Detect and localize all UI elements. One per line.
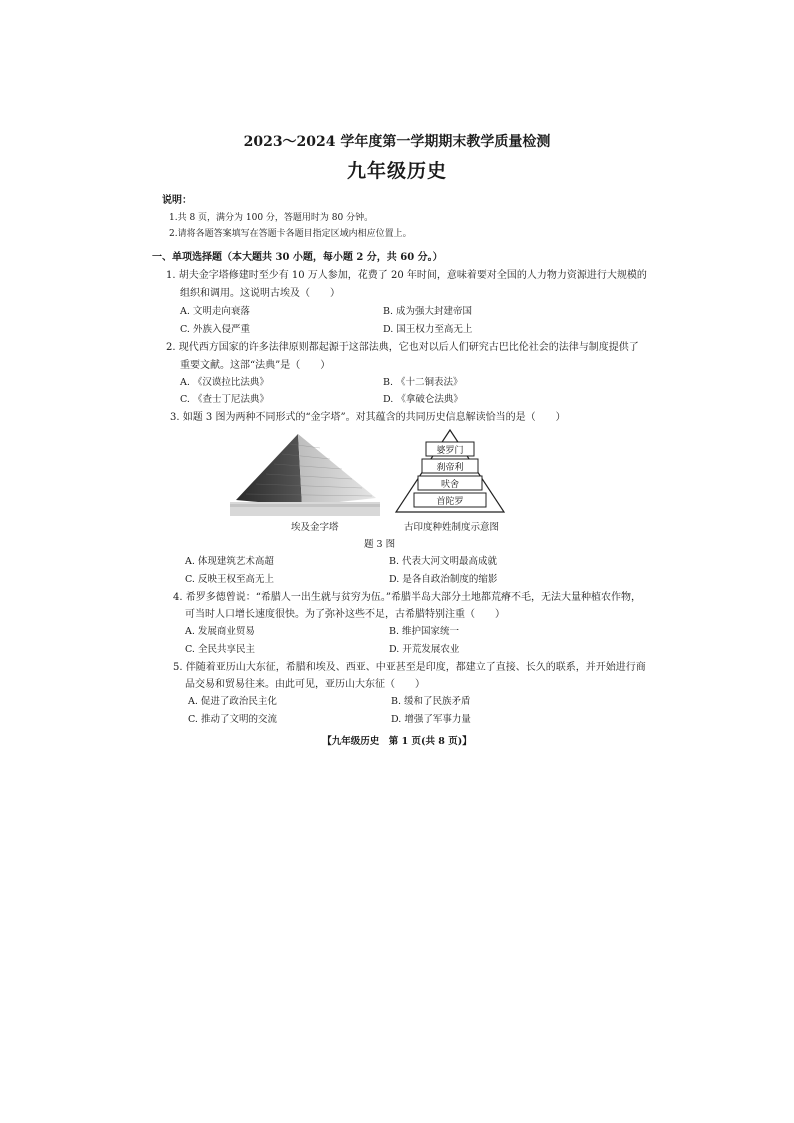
- option-a: A. 体现建筑艺术高超: [185, 556, 274, 567]
- exam-subject: 九年级历史: [346, 160, 447, 182]
- option-a: A. 《汉谟拉比法典》: [180, 377, 269, 388]
- note-item: 2.请将各题答案填写在答题卡各题目指定区域内相应位置上。: [169, 229, 412, 239]
- egyptian-pyramid-image: [230, 428, 380, 518]
- question-stem: 1. 胡夫金字塔修建时至少有 10 万人参加，花费了 20 年时间，意味着要对全国的人力物力资源进行大规模的: [166, 270, 647, 281]
- question-stem: 3. 如题 3 图为两种不同形式的“金字塔”。对其蕴含的共同历史信息解读恰当的是（ ）: [170, 412, 566, 423]
- option-b: B. 代表大河文明最高成就: [389, 556, 498, 567]
- figure-caption-left: 埃及金字塔: [291, 522, 339, 533]
- option-d: D. 增强了军事力量: [391, 714, 471, 725]
- option-c: C. 全民共享民主: [185, 644, 255, 655]
- exam-title: 2023～2024 学年度第一学期期末教学质量检测: [243, 134, 551, 150]
- option-a: A. 发展商业贸易: [185, 626, 255, 637]
- option-b: B. 《十二铜表法》: [383, 377, 463, 388]
- notes-heading: 说明：: [162, 195, 192, 206]
- page-footer: 【九年级历史 第 1 页(共 8 页)】: [322, 736, 472, 747]
- caste-label: 首陀罗: [436, 497, 464, 507]
- question-stem: 可当时人口增长速度很快。为了弥补这些不足，古希腊特别注重（ ）: [185, 609, 505, 620]
- option-c: C. 反映王权至高无上: [185, 574, 274, 585]
- option-b: B. 缓和了民族矛盾: [391, 696, 471, 707]
- option-d: D. 是各自政治制度的缩影: [389, 574, 498, 585]
- caste-label: 吠舍: [440, 480, 460, 490]
- question-stem: 5. 伴随着亚历山大东征，希腊和埃及、西亚、中亚甚至是印度，都建立了直接、长久的联系，并开始进行商: [173, 662, 646, 673]
- option-c: C. 推动了文明的交流: [188, 714, 277, 725]
- option-a: A. 促进了政治民主化: [188, 696, 277, 707]
- option-c: C. 《查士丁尼法典》: [180, 394, 269, 405]
- note-item: 1.共 8 页，满分为 100 分，答题用时为 80 分钟。: [169, 213, 374, 223]
- option-d: D. 《拿破仑法典》: [383, 394, 463, 405]
- caste-label: 刹帝利: [436, 463, 464, 473]
- figure-caption: 题 3 图: [364, 539, 396, 550]
- option-d: D. 国王权力至高无上: [383, 324, 473, 335]
- caste-label: 婆罗门: [436, 446, 464, 456]
- option-b: B. 维护国家统一: [389, 626, 460, 637]
- section-title: 一、单项选择题（本大题共 30 小题，每小题 2 分，共 60 分。）: [152, 252, 443, 263]
- option-c: C. 外族入侵严重: [180, 324, 250, 335]
- question-stem: 4. 希罗多德曾说：“希腊人一出生就与贫穷为伍。”希腊半岛大部分土地都荒瘠不毛，无法大量种植农作物，: [173, 592, 641, 603]
- caste-pyramid-diagram: [390, 428, 510, 514]
- question-stem: 重要文献。这部“法典”是（ ）: [180, 360, 331, 371]
- option-a: A. 文明走向衰落: [180, 306, 250, 317]
- figure-caption-right: 古印度种姓制度示意图: [404, 522, 500, 533]
- question-stem: 2. 现代西方国家的许多法律原则都起源于这部法典，它也对以后人们研究古巴比伦社会的法律与制度提供了: [166, 342, 639, 353]
- question-stem: 品交易和贸易往来。由此可见，亚历山大东征（ ）: [185, 679, 425, 690]
- option-b: B. 成为强大封建帝国: [383, 306, 473, 317]
- question-stem: 组织和调用。这说明古埃及（ ）: [180, 288, 340, 299]
- option-d: D. 开荒发展农业: [389, 644, 460, 655]
